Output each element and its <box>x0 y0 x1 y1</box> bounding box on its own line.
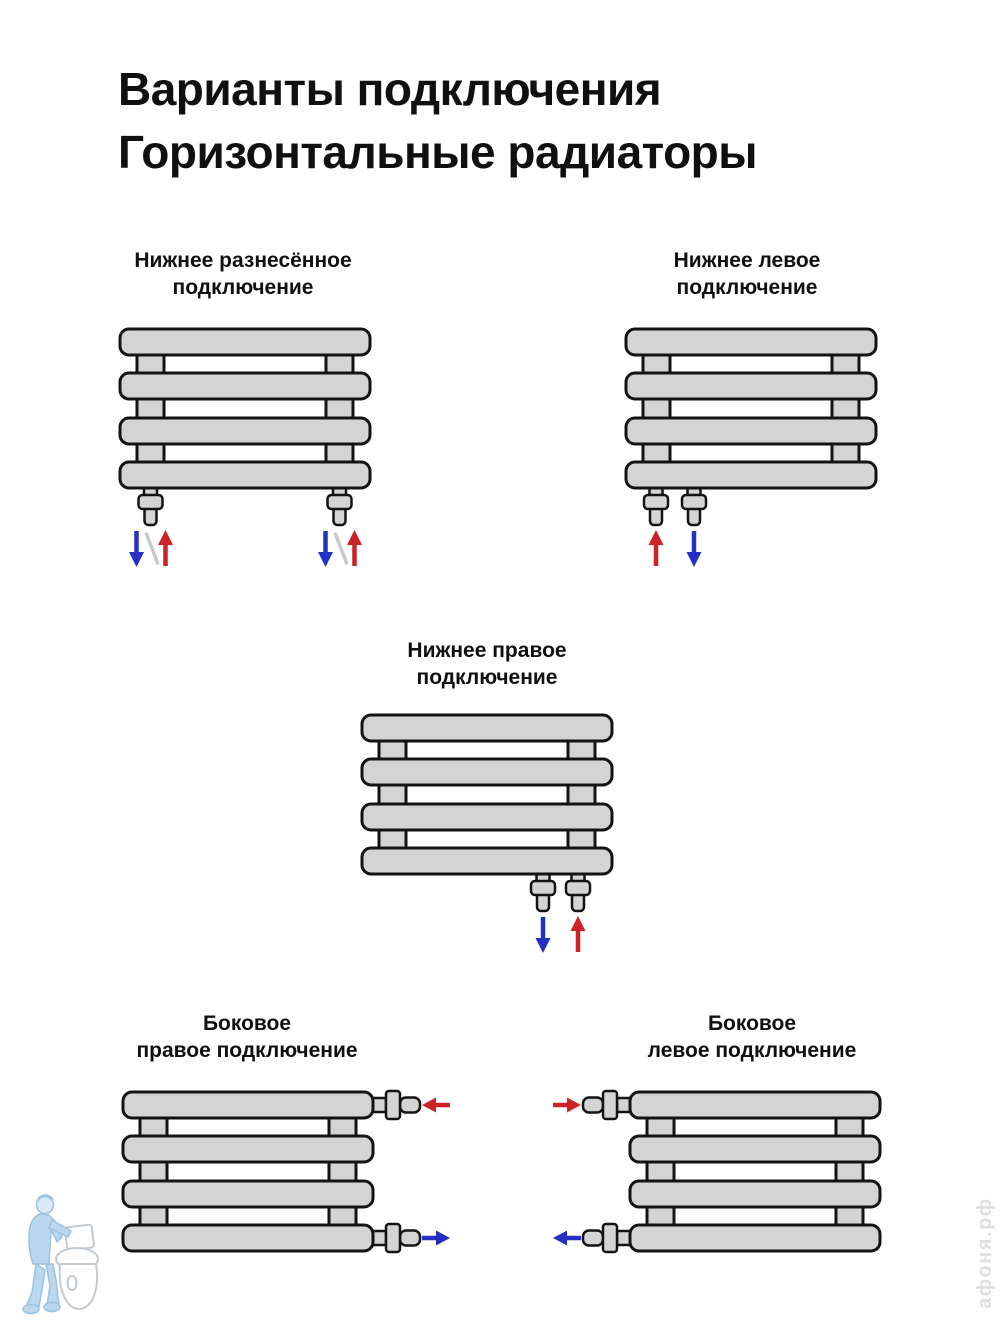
brand-watermark-text: афоня.рф <box>974 1197 996 1309</box>
valve-nut <box>603 1091 617 1119</box>
radiator-bar <box>120 329 370 355</box>
label-line: Нижнее правое <box>407 639 567 662</box>
valve-nut <box>386 1224 400 1252</box>
radiator-bar <box>630 1181 880 1207</box>
page-title <box>118 58 757 184</box>
valve-nut <box>566 881 590 895</box>
supply-arrow-icon <box>422 1098 450 1113</box>
radiator-bar <box>120 418 370 444</box>
valve-nut <box>682 495 706 509</box>
pipe-tail <box>400 1098 420 1113</box>
valve-nut <box>644 495 668 509</box>
radiator-diagram-bottom-left <box>621 324 881 572</box>
radiator-bar <box>362 759 612 785</box>
supply-arrow-icon <box>158 530 173 566</box>
label-side-left <box>602 1010 902 1064</box>
radiator-bar <box>362 715 612 741</box>
radiator-bar <box>626 329 876 355</box>
radiator-bar <box>120 462 370 488</box>
radiator-bar <box>626 373 876 399</box>
page-title-line1: Варианты подключения <box>118 63 662 115</box>
radiator-bar <box>120 373 370 399</box>
label-line: Нижнее левое <box>673 249 821 272</box>
radiator-bar <box>362 848 612 874</box>
supply-arrow-icon <box>571 916 586 952</box>
radiator-diagram-side-left <box>545 1087 890 1259</box>
label-line: подключение <box>416 666 558 689</box>
return-arrow-icon <box>318 531 333 567</box>
label-line: правое подключение <box>136 1039 358 1062</box>
radiator-bar <box>630 1136 880 1162</box>
valve-nut <box>603 1224 617 1252</box>
pipe-tail <box>400 1231 420 1246</box>
label-line: Боковое <box>202 1012 292 1035</box>
pipe-tail <box>583 1098 603 1113</box>
return-arrow-icon <box>553 1231 581 1246</box>
radiator-bar <box>630 1092 880 1118</box>
radiator-bar <box>123 1225 373 1251</box>
radiator-bar <box>123 1181 373 1207</box>
supply-arrow-icon <box>649 530 664 566</box>
radiator-diagram-bottom-spread <box>115 324 375 572</box>
radiator-bar <box>626 418 876 444</box>
radiator-bar <box>362 804 612 830</box>
label-line: Боковое <box>707 1012 797 1035</box>
valve-nut <box>328 495 352 509</box>
label-bottom-left <box>597 247 897 301</box>
label-side-right <box>97 1010 397 1064</box>
label-line: подключение <box>676 276 818 299</box>
radiator-diagram-bottom-right <box>357 710 617 958</box>
slash-divider <box>147 534 158 563</box>
valve-nut <box>386 1091 400 1119</box>
radiator-bar <box>123 1092 373 1118</box>
label-bottom-spread <box>93 247 393 301</box>
return-arrow-icon <box>687 531 702 567</box>
label-line: подключение <box>172 276 314 299</box>
supply-arrow-icon <box>347 530 362 566</box>
return-arrow-icon <box>422 1231 450 1246</box>
radiator-bar <box>626 462 876 488</box>
label-line: левое подключение <box>647 1039 857 1062</box>
supply-arrow-icon <box>553 1098 581 1113</box>
radiator-bar <box>123 1136 373 1162</box>
slash-divider <box>336 534 347 563</box>
plumber-watermark-icon <box>16 1190 118 1322</box>
label-line: Нижнее разнесённое <box>134 249 352 272</box>
return-arrow-icon <box>129 531 144 567</box>
page-title-line2: Горизонтальные радиаторы <box>118 126 758 178</box>
valve-nut <box>531 881 555 895</box>
radiator-bar <box>630 1225 880 1251</box>
valve-nut <box>139 495 163 509</box>
radiator-diagram-side-right <box>118 1087 463 1259</box>
pipe-tail <box>583 1231 603 1246</box>
return-arrow-icon <box>536 917 551 953</box>
label-bottom-right <box>337 637 637 691</box>
